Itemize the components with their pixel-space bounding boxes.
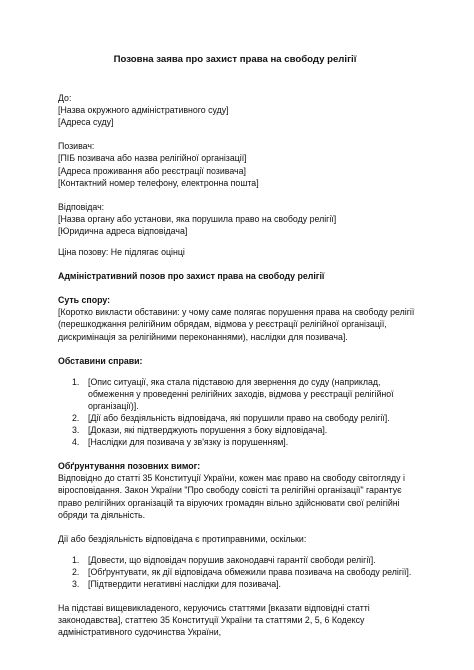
list-item-text: [Дії або бездіяльність відповідача, які порушили право на свободу релігії]. (88, 412, 390, 423)
list-item-text: організації)]. (88, 400, 139, 411)
closing-line: адміністративного судочинства України, (58, 627, 222, 638)
essence-line: дискримінація за релігійними переконаннями), наслідки для позивача]. (58, 331, 348, 342)
document-title: Позовна заява про захист права на свободу релігії (113, 54, 357, 65)
claim-price: Ціна позову: Не підлягає оцінці (58, 247, 185, 258)
list-item-number: 1. (72, 554, 80, 565)
list-item (58, 376, 412, 412)
essence-heading: Суть спору: (58, 295, 111, 306)
list-item-number: 4. (72, 437, 80, 448)
list-item (58, 412, 412, 424)
list-item-number: 3. (72, 579, 80, 589)
defendant-name: [Назва органу або установи, яка порушила право на свободу релігії] (58, 213, 337, 224)
defendant-label: Відповідач: (58, 201, 105, 212)
defendant-address: [Юридична адреса відповідача] (58, 225, 188, 236)
essence-line: (перешкоджання релігійним обрядам, відмова у реєстрації релігійної організації, (58, 319, 387, 330)
grounds-line: право релігійних організацій та віруючих громадян вільно здійснювати свої релігійні (58, 497, 400, 508)
circumstances-section (58, 355, 412, 449)
addressee-block (58, 92, 412, 128)
closing-line: законодавства], статтею 35 Конституції України та статтями 2, 5, 6 Кодексу (58, 615, 365, 626)
list-item-number: 1. (72, 376, 80, 387)
list-item-text: [Опис ситуації, яка стала підставою для звернення до суду (наприклад, (88, 376, 381, 387)
list-item-number: 3. (72, 425, 80, 436)
essence-line: [Коротко викласти обставини: у чому саме полягає порушення права на свободу релігії (58, 307, 415, 318)
grounds-section (58, 460, 412, 590)
list-item (58, 566, 412, 578)
plaintiff-name: [ПІБ позивача або назва релігійної організації] (58, 153, 247, 164)
list-item-text: [Обґрунтувати, як дії відповідача обмежили права позивача на свободу релігії]. (88, 566, 412, 577)
closing-line: На підставі вищевикладеного, керуючись статтями [вказати відповідні статті (58, 603, 370, 614)
grounds-heading: Обґрунтування позовних вимог: (58, 461, 201, 472)
list-item-text: обмеження у проведенні релігійних заходів, відмова у реєстрації релігійної (88, 388, 394, 399)
list-item-number: 2. (72, 566, 80, 577)
list-item (58, 424, 412, 436)
list-item (58, 554, 412, 566)
plaintiff-block (58, 140, 412, 188)
list-item-text: [Підтвердити негативні наслідки для позивача]. (88, 579, 282, 589)
addressee-label: До: (58, 93, 72, 104)
defendant-block (58, 201, 412, 237)
list-item (58, 436, 412, 448)
grounds-line: Відповідно до статті 35 Конституції України, кожен має право на свободу світогляду і (58, 473, 405, 484)
essence-section (58, 294, 415, 342)
grounds-list (58, 554, 412, 590)
court-name: [Назва окружного адміністративного суду] (58, 105, 229, 116)
list-item-text: [Наслідки для позивача у зв'язку із порушенням]. (88, 437, 289, 448)
list-item (58, 578, 412, 590)
circumstances-list (58, 376, 412, 449)
court-address: [Адреса суду] (58, 117, 114, 128)
plaintiff-contacts: [Контактний номер телефону, електронна пошта] (58, 177, 259, 188)
list-item-text: [Довести, що відповідач порушив законодавчі гарантії свободи релігії]. (88, 554, 376, 565)
plaintiff-address: [Адреса проживання або реєстрації позивача] (58, 165, 246, 176)
grounds-line: обряди та діяльність. (58, 509, 146, 520)
closing-paragraph (58, 602, 412, 638)
circumstances-heading: Обставини справи: (58, 355, 143, 366)
unlawful-statement: Дії або бездіяльність відповідача є протиправними, оскільки: (58, 533, 307, 544)
plaintiff-label: Позивач: (58, 141, 95, 152)
list-item-number: 2. (72, 412, 80, 423)
grounds-line: віросповідання. Закон України "Про свободу совісті та релігійні організації" гарантує (58, 485, 402, 496)
list-item-text: [Докази, які підтверджують порушення з боку відповідача]. (88, 425, 328, 436)
claim-heading: Адміністративний позов про захист права на свободу релігії (58, 271, 325, 282)
